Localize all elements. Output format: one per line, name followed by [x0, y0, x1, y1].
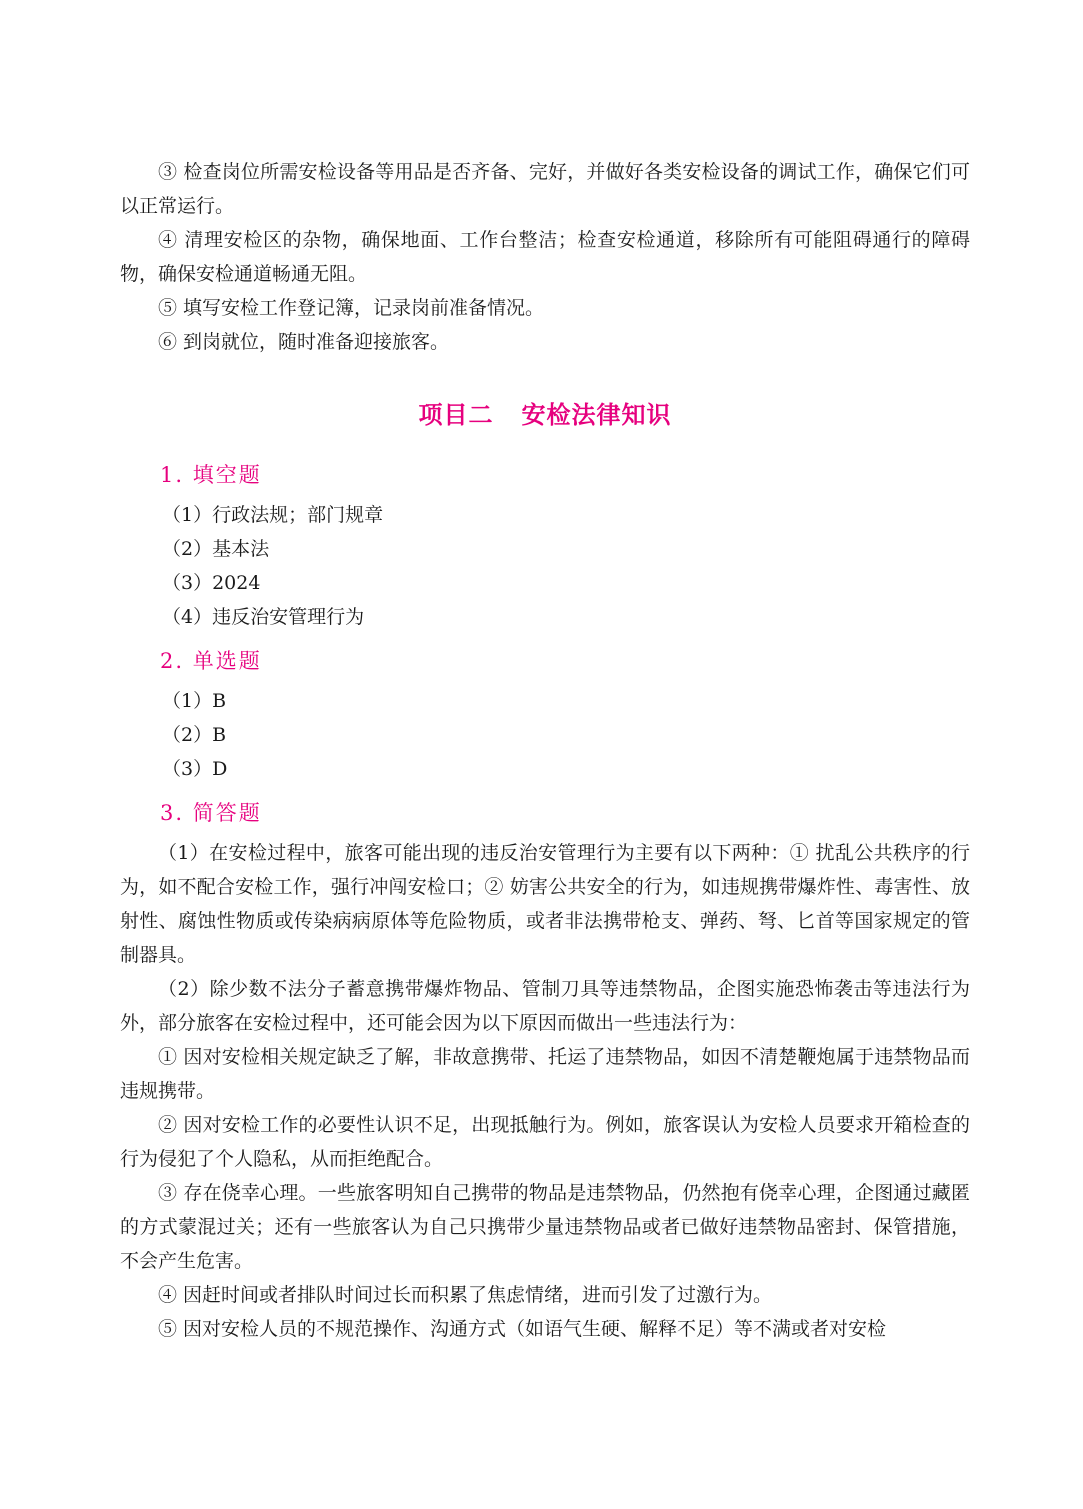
answer-item: （3）D	[162, 758, 228, 780]
document-page	[120, 155, 970, 1350]
intro-section	[120, 155, 970, 359]
section-title	[120, 395, 970, 430]
answer-item: （4）违反治安管理行为	[162, 606, 365, 628]
intro-paragraph: ⑤ 填写安检工作登记簿，记录岗前准备情况。	[158, 297, 545, 319]
intro-paragraph: ④ 清理安检区的杂物，确保地面、工作台整洁；检查安检通道，移除所有可能阻碍通行的障碍物，确保安检通道畅通无阻。	[120, 229, 970, 285]
answer-paragraph: ⑤ 因对安检人员的不规范操作、沟通方式（如语气生硬、解释不足）等不满或者对安检	[158, 1318, 887, 1340]
answer-paragraph: ② 因对安检工作的必要性认识不足，出现抵触行为。例如，旅客误认为安检人员要求开箱检查的行为侵犯了个人隐私，从而拒绝配合。	[120, 1114, 970, 1170]
answer-paragraph: ③ 存在侥幸心理。一些旅客明知自己携带的物品是违禁物品，仍然抱有侥幸心理，企图通过藏匿的方式蒙混过关；还有一些旅客认为自己只携带少量违禁物品或者已做好违禁物品密封、保管措施，不会产生危害。	[120, 1182, 970, 1272]
single-choice-block	[120, 644, 970, 786]
short-answer-block	[120, 796, 970, 1346]
section-title-name: 安检法律知识	[521, 400, 672, 429]
section-title-number: 项目二	[418, 400, 494, 429]
answer-item: （2）B	[162, 724, 227, 746]
intro-paragraph: ⑥ 到岗就位，随时准备迎接旅客。	[158, 331, 450, 353]
fill-blank-heading: 1. 填空题	[160, 463, 262, 487]
short-answer-heading: 3. 简答题	[160, 801, 262, 825]
answer-item: （2）基本法	[162, 538, 270, 560]
single-choice-heading: 2. 单选题	[160, 649, 262, 673]
answer-paragraph: （1）在安检过程中，旅客可能出现的违反治安管理行为主要有以下两种：① 扰乱公共秩序的行为，如不配合安检工作，强行冲闯安检口；② 妨害公共安全的行为，如违规携带爆炸性、毒害性、放射性、腐蚀性物质或传染病病原体等危险物质，或者非法携带枪支、弹药、弩、匕首等国家规定的管制器具。	[120, 842, 970, 966]
answer-paragraph: ④ 因赶时间或者排队时间过长而积累了焦虑情绪，进而引发了过激行为。	[158, 1284, 773, 1306]
answer-item: （1）B	[162, 690, 227, 712]
fill-blank-block	[120, 458, 970, 634]
answer-paragraph: ① 因对安检相关规定缺乏了解，非故意携带、托运了违禁物品，如因不清楚鞭炮属于违禁物品而违规携带。	[120, 1046, 970, 1102]
answer-item: （3）2024	[162, 572, 261, 594]
answer-paragraph: （2）除少数不法分子蓄意携带爆炸物品、管制刀具等违禁物品，企图实施恐怖袭击等违法行为外，部分旅客在安检过程中，还可能会因为以下原因而做出一些违法行为：	[120, 978, 970, 1034]
answer-item: （1）行政法规；部门规章	[162, 504, 384, 526]
intro-paragraph: ③ 检查岗位所需安检设备等用品是否齐备、完好，并做好各类安检设备的调试工作，确保它们可以正常运行。	[120, 161, 970, 217]
